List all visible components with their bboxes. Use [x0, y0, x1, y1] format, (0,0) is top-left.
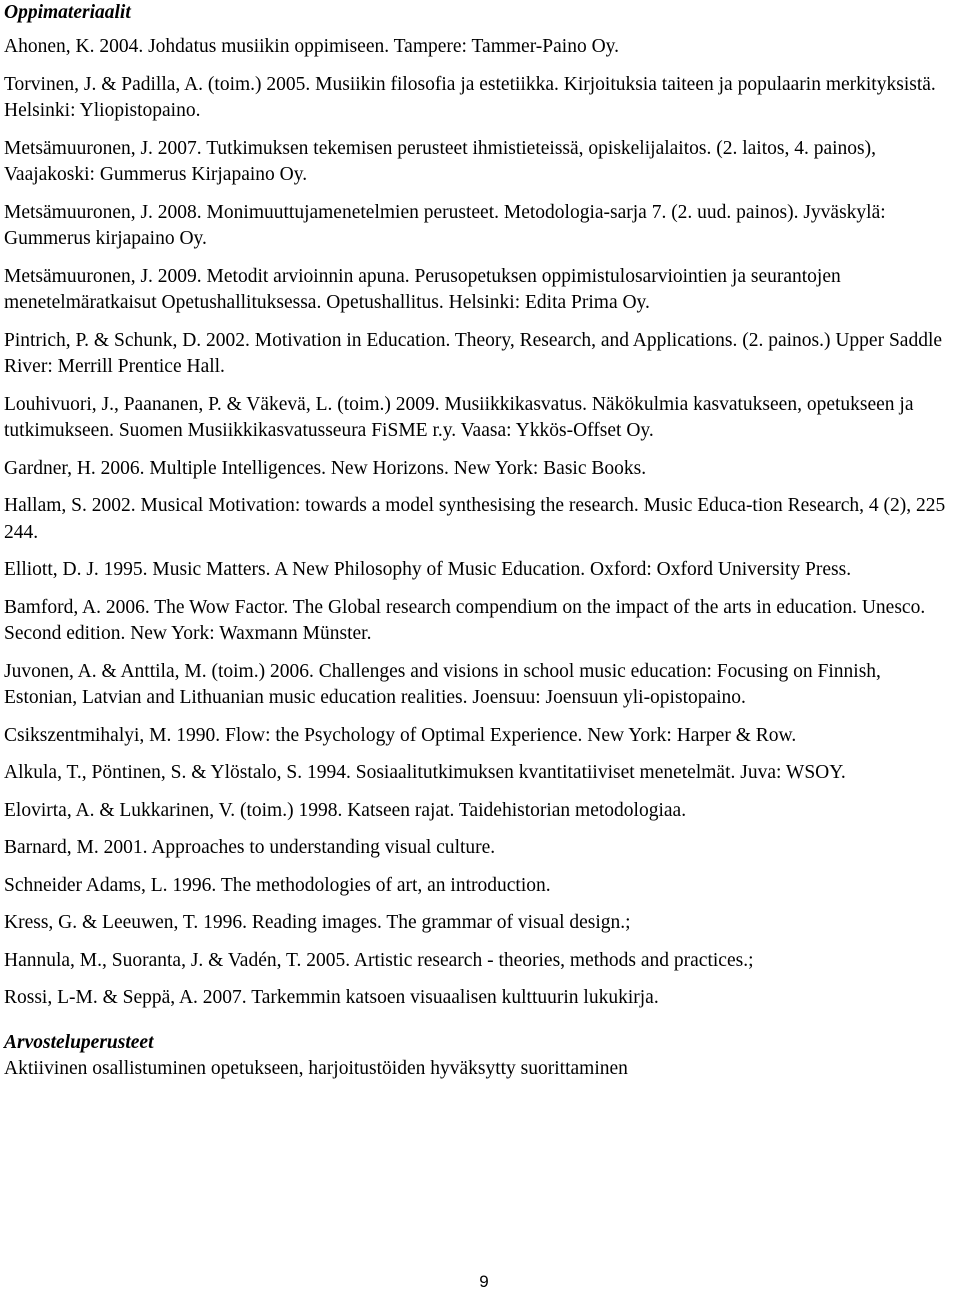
reference-item: Barnard, M. 2001. Approaches to understanding visual culture. [4, 837, 496, 858]
reference-item: Juvonen, A. & Anttila, M. (toim.) 2006. Challenges and visions in school music education: Focusing on Finnish, Estonian, Latvian and Lithuanian music education realities. Joensuu: Joensuun yli-opistopaino. [4, 660, 881, 708]
reference-item: Elliott, D. J. 1995. Music Matters. A New Philosophy of Music Education. Oxford: Oxford University Press. [4, 559, 852, 580]
page-number: 9 [479, 1272, 489, 1291]
reference-item: Bamford, A. 2006. The Wow Factor. The Global research compendium on the impact of the arts in education. Unesco. Second edition. New York: Waxmann Münster. [4, 596, 926, 644]
reference-item: Metsämuuronen, J. 2009. Metodit arvioinnin apuna. Perusopetuksen oppimistulosarviointien ja seurantojen menetelmäratkaisut Opetushallituksessa. Opetushallitus. Helsinki: Edita Prima Oy. [4, 265, 841, 313]
reference-item: Torvinen, J. & Padilla, A. (toim.) 2005. Musiikin filosofia ja estetiikka. Kirjoituksia taiteen ja populaarin merkityksistä. Helsinki: Yliopistopaino. [4, 73, 936, 121]
reference-item: Louhivuori, J., Paananen, P. & Väkevä, L. (toim.) 2009. Musiikkikasvatus. Näkökulmia kasvatukseen, opetukseen ja tutkimukseen. Suomen Musiikkikasvatusseura FiSME r.y. Vaasa: Ykkös-Offset Oy. [4, 393, 914, 441]
reference-item: Hallam, S. 2002. Musical Motivation: towards a model synthesising the research. Music Educa-tion Research, 4 (2), 225 244. [4, 495, 946, 543]
reference-item: Hannula, M., Suoranta, J. & Vadén, T. 2005. Artistic research - theories, methods and practices.; [4, 949, 754, 971]
reference-item: Gardner, H. 2006. Multiple Intelligences. New Horizons. New York: Basic Books. [4, 457, 647, 479]
reference-item: Kress, G. & Leeuwen, T. 1996. Reading images. The grammar of visual design.; [4, 912, 631, 933]
materials-heading: Oppimateriaalit [4, 2, 131, 23]
assessment-heading: Arvosteluperusteet [4, 1031, 154, 1053]
reference-item: Metsämuuronen, J. 2008. Monimuuttujamenetelmien perusteet. Metodologia-sarja 7. (2. uud. painos). Jyväskylä: Gummerus kirjapaino Oy. [4, 201, 886, 249]
page-content [4, 0, 952, 1082]
reference-item: Ahonen, K. 2004. Johdatus musiikin oppimiseen. Tampere: Tammer-Paino Oy. [4, 36, 620, 57]
assessment-text: Aktiivinen osallistuminen opetukseen, harjoitustöiden hyväksytty suorittaminen [4, 1057, 628, 1079]
reference-item: Schneider Adams, L. 1996. The methodologies of art, an introduction. [4, 874, 551, 896]
reference-item: Metsämuuronen, J. 2007. Tutkimuksen tekemisen perusteet ihmistieteissä, opiskelijalaitos. (2. laitos, 4. painos), Vaajakoski: Gummerus Kirjapaino Oy. [4, 137, 876, 185]
reference-item: Csikszentmihalyi, M. 1990. Flow: the Psychology of Optimal Experience. New York: Harper & Row. [4, 724, 797, 746]
reference-list [4, 34, 952, 1012]
reference-item: Elovirta, A. & Lukkarinen, V. (toim.) 1998. Katseen rajat. Taidehistorian metodologiaa. [4, 799, 687, 821]
reference-item: Alkula, T., Pöntinen, S. & Ylöstalo, S. 1994. Sosiaalitutkimuksen kvantitatiiviset menetelmät. Juva: WSOY. [4, 762, 846, 783]
reference-item: Rossi, L-M. & Seppä, A. 2007. Tarkemmin katsoen visuaalisen kulttuurin lukukirja. [4, 987, 659, 1008]
reference-item: Pintrich, P. & Schunk, D. 2002. Motivation in Education. Theory, Research, and Applications. (2. painos.) Upper Saddle River: Merrill Prentice Hall. [4, 329, 943, 377]
